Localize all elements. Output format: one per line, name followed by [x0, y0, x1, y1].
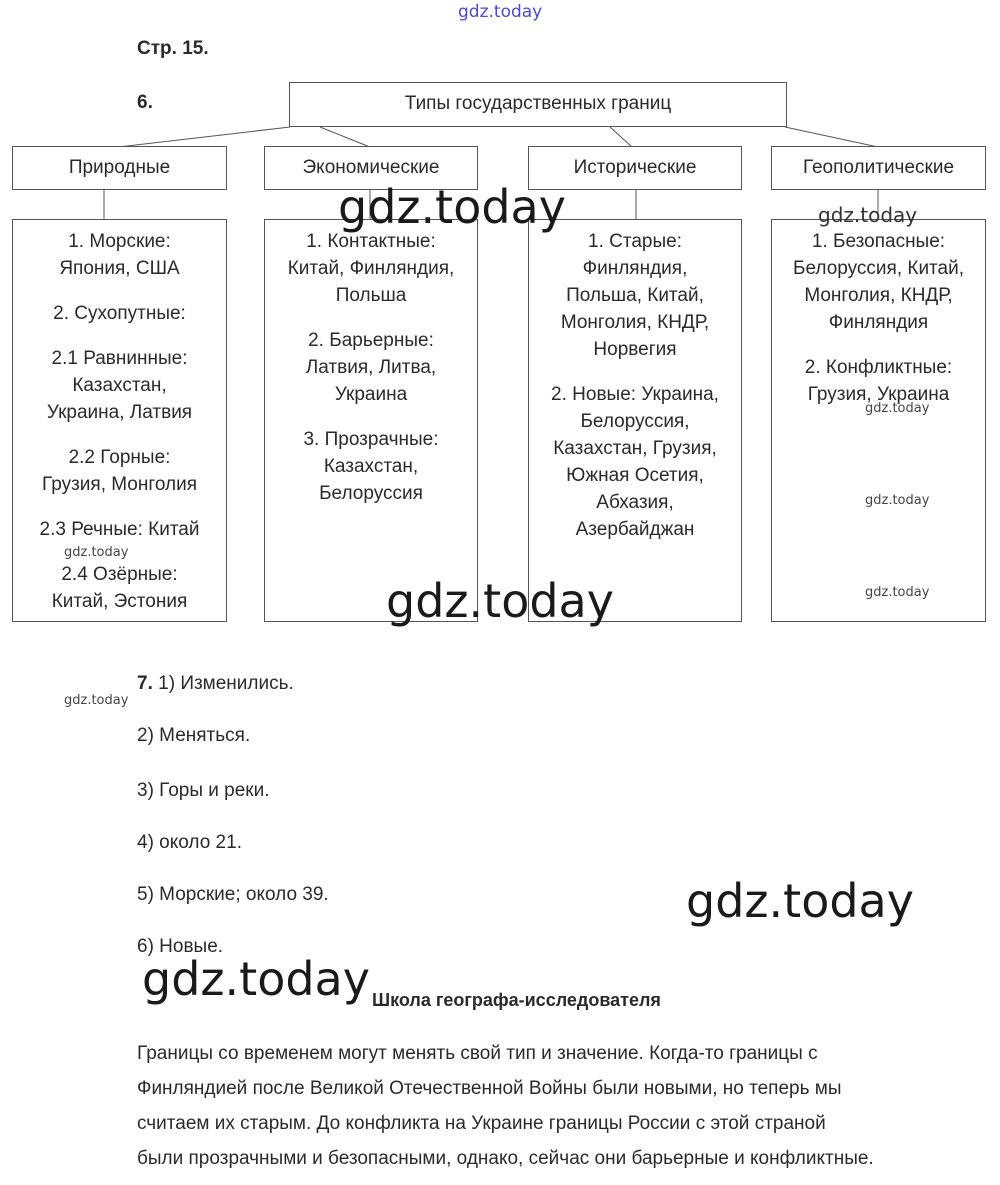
watermark-top: gdz.today [458, 2, 543, 22]
list-line: 1. Контактные: [306, 231, 436, 252]
task7-number: 7. [137, 673, 153, 694]
list-line: Украина, Латвия [46, 402, 193, 423]
list-line: Грузия, Украина [807, 384, 950, 405]
task7-answer-3: 3) Горы и реки. [137, 780, 270, 801]
task6-number: 6. [137, 92, 153, 113]
task7-answer-5: 5) Морские; около 39. [137, 884, 329, 905]
task7-answer-6: 6) Новые. [137, 936, 224, 957]
column-content-economic [264, 219, 478, 622]
task7-answer-1 [137, 673, 294, 695]
column-header-natural [12, 146, 227, 190]
list-line: 2. Сухопутные: [53, 303, 186, 324]
list-line: Грузия, Монголия [42, 474, 197, 495]
task7-answer-2: 2) Меняться. [137, 725, 251, 746]
column-header-label: Природные [68, 157, 171, 178]
list-line: Белоруссия, [580, 411, 690, 432]
column-header-label: Исторические [573, 157, 697, 178]
column-header-geopolitical [771, 146, 986, 190]
diagram-root-label: Типы государственных границ [404, 93, 672, 114]
list-line: Абхазия, [596, 492, 674, 513]
column-content-geopolitical [771, 219, 986, 622]
list-line: 2. Конфликтные: [804, 357, 953, 378]
watermark: gdz.today [686, 874, 914, 928]
diagram-root [289, 82, 787, 127]
paragraph-line: Границы со временем могут менять свой тип и значение. Когда-то границы с [137, 1043, 818, 1064]
paragraph-line: Финляндией после Великой Отечественной Войны были новыми, но теперь мы [137, 1078, 842, 1099]
list-line: Азербайджан [575, 519, 695, 540]
watermark: gdz.today [818, 203, 918, 227]
task7-answer-4: 4) около 21. [137, 832, 242, 853]
watermark: gdz.today [64, 693, 129, 708]
list-line: 2.2 Горные: [68, 447, 171, 468]
list-line: 2.3 Речные: Китай [39, 519, 200, 540]
page-label: Стр. 15. [137, 38, 209, 59]
list-line: Украина [334, 384, 408, 405]
list-line: Казахстан, Грузия, [553, 438, 717, 459]
list-line: 1. Морские: [68, 231, 171, 252]
watermark: gdz.today [64, 545, 129, 560]
list-line: Латвия, Литва, [305, 357, 437, 378]
watermark: gdz.today [142, 952, 370, 1006]
column-content-natural [12, 219, 227, 622]
list-line: Китай, Эстония [51, 591, 188, 612]
watermark: gdz.today [386, 574, 614, 628]
list-line: Белоруссия, Китай, [793, 258, 964, 279]
list-line: Белоруссия [319, 483, 423, 504]
list-line: Монголия, КНДР, [560, 312, 710, 333]
list-line: Казахстан, [323, 456, 419, 477]
list-line: 2.4 Озёрные: [61, 564, 178, 585]
column-header-label: Экономические [302, 157, 440, 178]
watermark: gdz.today [338, 180, 566, 234]
list-line: Япония, США [59, 258, 180, 279]
list-line: 1. Безопасные: [811, 231, 946, 252]
list-line: Казахстан, [72, 375, 167, 396]
paragraph-line: были прозрачными и безопасными, однако, сейчас они барьерные и конфликтные. [137, 1148, 874, 1169]
list-line: Финляндия [828, 312, 929, 333]
column-header-label: Геополитические [802, 157, 955, 178]
list-line: 2. Барьерные: [308, 330, 434, 351]
list-line: Норвегия [593, 339, 677, 360]
list-line: Польша [335, 285, 407, 306]
watermark: gdz.today [865, 493, 930, 508]
list-line: 1. Старые: [588, 231, 682, 252]
list-line: Южная Осетия, [566, 465, 704, 486]
list-line: Польша, Китай, [566, 285, 704, 306]
list-line: Монголия, КНДР, [804, 285, 953, 306]
list-line: 2. Новые: Украина, [551, 384, 719, 405]
list-line: Финляндия, [582, 258, 688, 279]
list-line: Китай, Финляндия, [287, 258, 455, 279]
list-line: 3. Прозрачные: [303, 429, 439, 450]
school-title: Школа географа-исследователя [372, 990, 661, 1010]
school-paragraph [137, 1036, 957, 1176]
watermark: gdz.today [865, 401, 930, 416]
paragraph-line: считаем их старым. До конфликта на Украине границы России с этой страной [137, 1113, 826, 1134]
list-line: 2.1 Равнинные: [51, 348, 188, 369]
watermark: gdz.today [865, 585, 930, 600]
answer-text: 1) Изменились. [158, 673, 294, 694]
column-content-historical [528, 219, 742, 622]
